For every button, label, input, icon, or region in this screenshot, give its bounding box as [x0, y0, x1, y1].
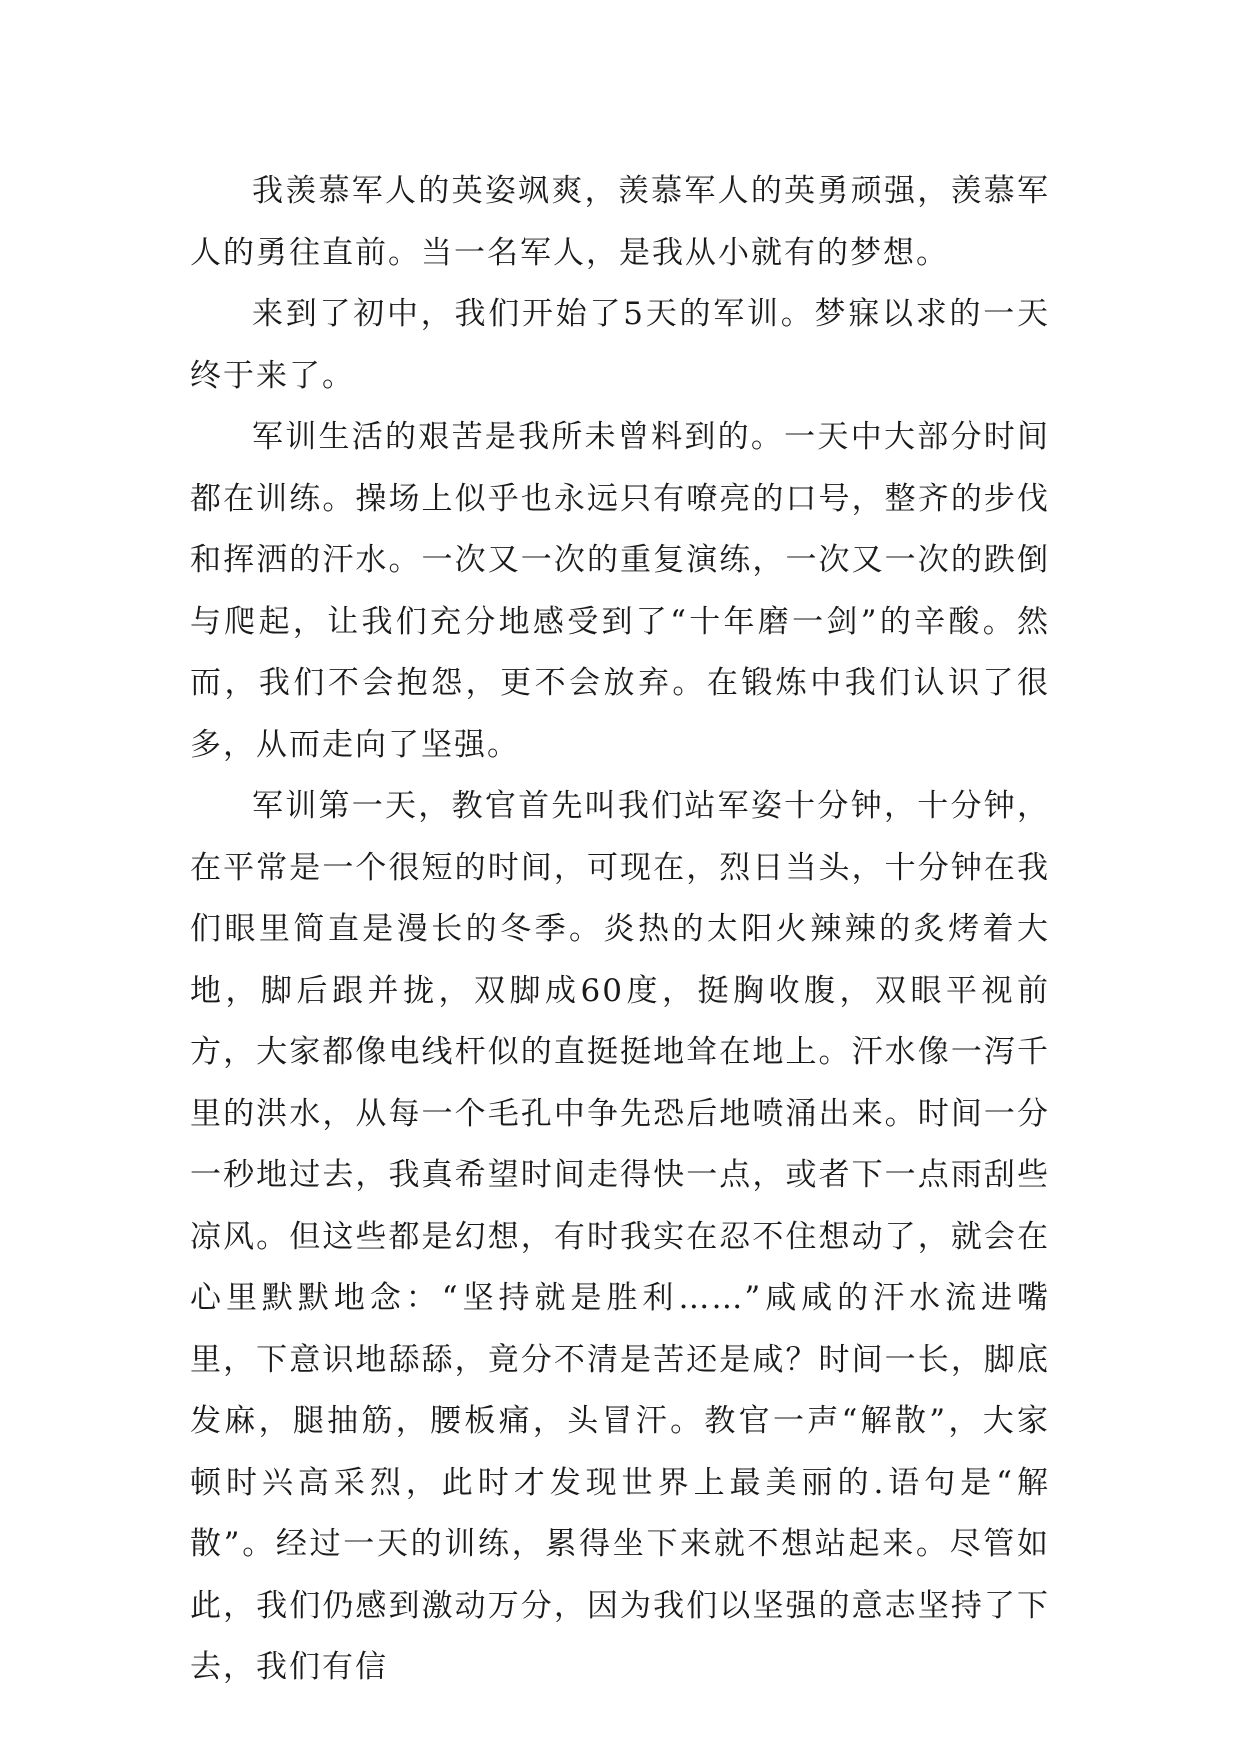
essay-body	[190, 161, 1050, 1699]
paragraph-2: 来到了初中，我们开始了5天的军训。梦寐以求的一天终于来了。	[190, 296, 1050, 394]
paragraph-3: 军训生活的艰苦是我所未曾料到的。一天中大部分时间都在训练。操场上似乎也永远只有嘹亮的口号，整齐的步伐和挥洒的汗水。一次又一次的重复演练，一次又一次的跌倒与爬起，让我们充分地感受到了“十年磨一剑”的辛酸。然而，我们不会抱怨，更不会放弃。在锻炼中我们认识了很多，从而走向了坚强。	[190, 419, 1050, 763]
paragraph-1: 我羡慕军人的英姿飒爽，羡慕军人的英勇顽强，羡慕军人的勇往直前。当一名军人，是我从小就有的梦想。	[190, 173, 1050, 271]
paragraph-4: 军训第一天，教官首先叫我们站军姿十分钟，十分钟，在平常是一个很短的时间，可现在，烈日当头，十分钟在我们眼里简直是漫长的冬季。炎热的太阳火辣辣的炙烤着大地，脚后跟并拢，双脚成60度，挺胸收腹，双眼平视前方，大家都像电线杆似的直挺挺地耸在地上。汗水像一泻千里的洪水，从每一个毛孔中争先恐后地喷涌出来。时间一分一秒地过去，我真希望时间走得快一点，或者下一点雨刮些凉风。但这些都是幻想，有时我实在忍不住想动了，就会在心里默默地念：“坚持就是胜利……”咸咸的汗水流进嘴里，下意识地舔舔，竟分不清是苦还是咸？时间一长，脚底发麻，腿抽筋，腰板痛，头冒汗。教官一声“解散”，大家顿时兴高采烈，此时才发现世界上最美丽的.语句是“解散”。经过一天的训练，累得坐下来就不想站起来。尽管如此，我们仍感到激动万分，因为我们以坚强的意志坚持了下去，我们有信	[190, 788, 1050, 1685]
